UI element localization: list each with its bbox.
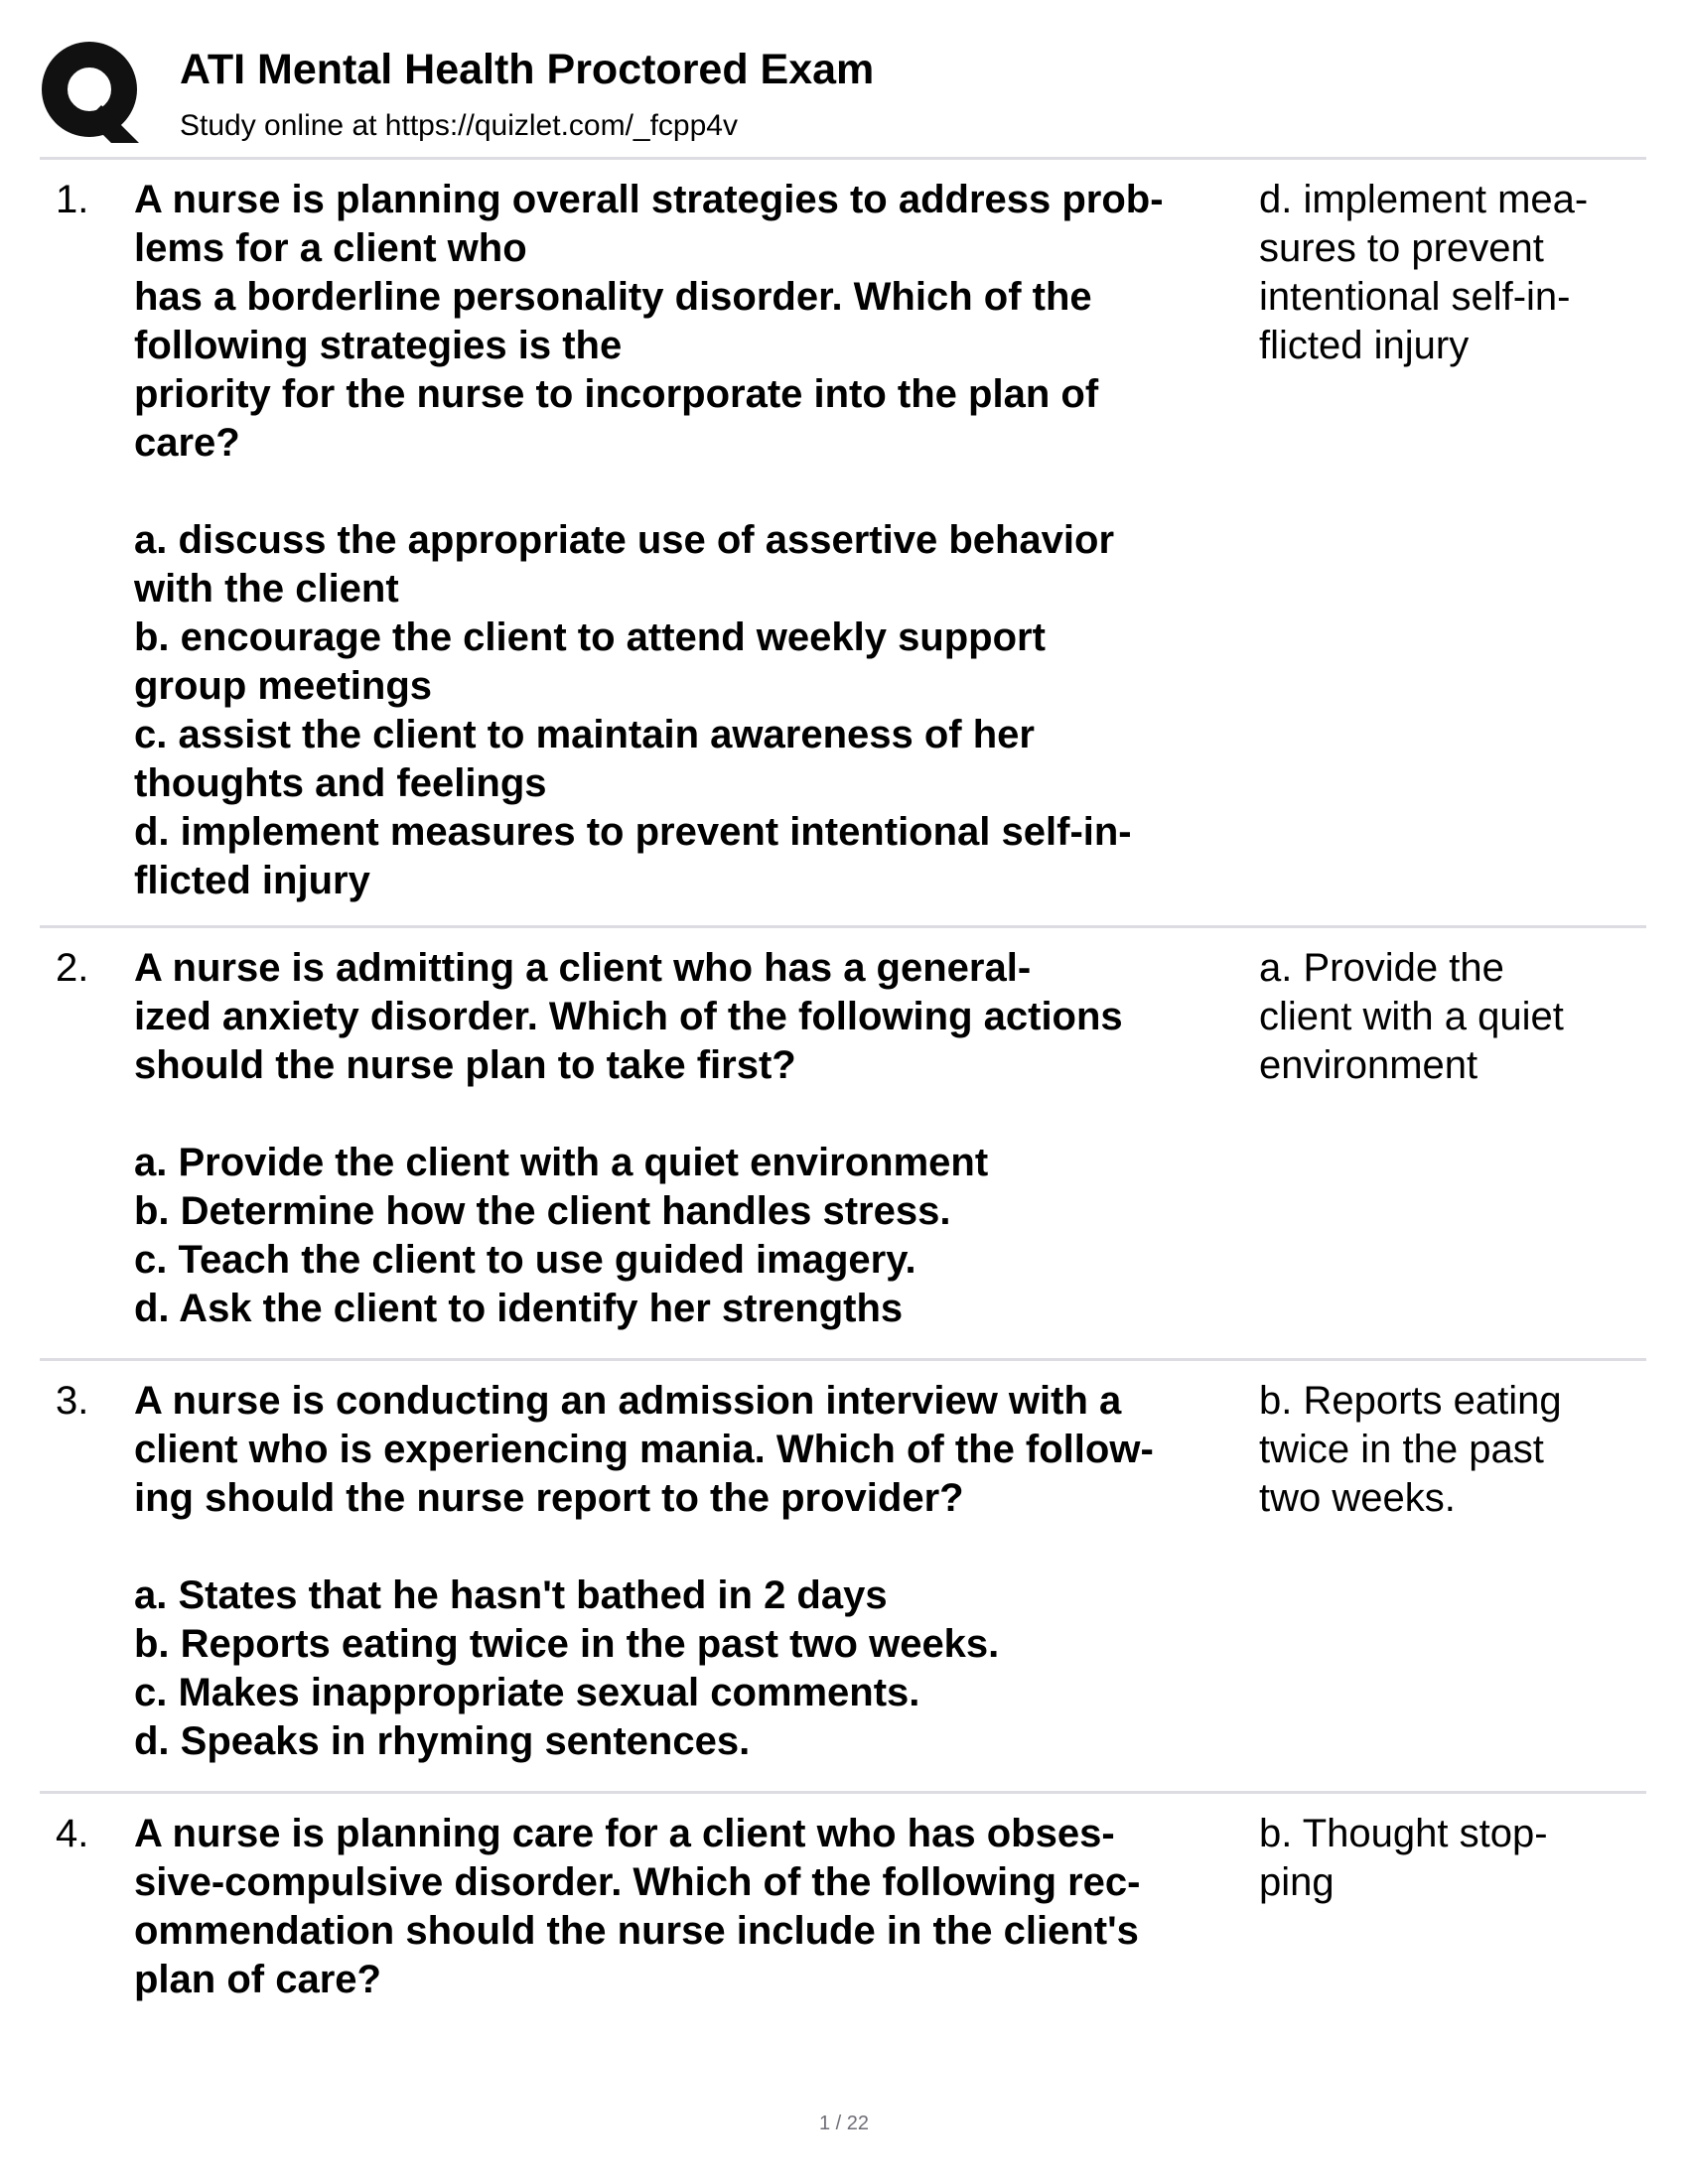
question-body — [134, 944, 1296, 1333]
option-line: flicted injury — [134, 859, 370, 902]
option-line: c. Teach the client to use guided imagery. — [134, 1238, 916, 1282]
option-line: thoughts and feelings — [134, 761, 547, 805]
answer-line: twice in the past — [1259, 1428, 1544, 1471]
answer-line: b. Reports eating — [1259, 1379, 1562, 1423]
question-number: 4. — [56, 1812, 89, 1855]
card-divider — [40, 1358, 1646, 1361]
option-line: d. Speaks in rhyming sentences. — [134, 1719, 751, 1763]
answer-text — [1259, 1810, 1641, 1907]
question-line: lems for a client who — [134, 226, 527, 270]
header-divider — [40, 157, 1646, 160]
option-line: b. Determine how the client handles stress. — [134, 1189, 951, 1233]
option-line: c. Makes inappropriate sexual comments. — [134, 1671, 920, 1714]
option-line: c. assist the client to maintain awareness of her — [134, 713, 1035, 756]
option-line: b. encourage the client to attend weekly support — [134, 615, 1046, 659]
answer-line: ping — [1259, 1860, 1335, 1904]
question-line: A nurse is planning overall strategies to address prob- — [134, 178, 1164, 221]
answer-line: flicted injury — [1259, 324, 1470, 367]
option-line: d. implement measures to prevent intentional self-in- — [134, 810, 1132, 854]
question-number: 3. — [56, 1379, 89, 1423]
answer-line: intentional self-in- — [1259, 275, 1571, 319]
option-line: group meetings — [134, 664, 433, 708]
document-source-link[interactable]: Study online at https://quizlet.com/_fcpp4v — [180, 109, 738, 142]
option-line: a. States that he hasn't bathed in 2 days — [134, 1573, 888, 1617]
spacer — [134, 1523, 1296, 1571]
question-line: ized anxiety disorder. Which of the following actions — [134, 995, 1123, 1038]
spacer — [134, 1090, 1296, 1139]
question-line: care? — [134, 421, 240, 465]
question-body — [134, 1810, 1296, 2004]
spacer — [134, 468, 1296, 516]
question-body — [134, 1377, 1296, 1766]
question-line: has a borderline personality disorder. Which of the — [134, 275, 1092, 319]
card-divider — [40, 925, 1646, 928]
question-line: following strategies is the — [134, 324, 623, 367]
question-line: A nurse is conducting an admission interview with a — [134, 1379, 1122, 1423]
question-body — [134, 176, 1296, 905]
answer-line: a. Provide the — [1259, 946, 1504, 990]
question-line: client who is experiencing mania. Which of the follow- — [134, 1428, 1154, 1471]
question-line: ommendation should the nurse include in the client's — [134, 1909, 1139, 1953]
answer-line: b. Thought stop- — [1259, 1812, 1548, 1855]
question-line: priority for the nurse to incorporate into the plan of — [134, 372, 1099, 416]
document-title: ATI Mental Health Proctored Exam — [180, 46, 875, 93]
answer-text — [1259, 1377, 1641, 1523]
option-line: a. Provide the client with a quiet environment — [134, 1141, 989, 1184]
option-line: a. discuss the appropriate use of assertive behavior — [134, 518, 1115, 562]
quizlet-logo-icon — [40, 40, 147, 147]
question-line: ing should the nurse report to the provider? — [134, 1476, 964, 1520]
option-line: b. Reports eating twice in the past two weeks. — [134, 1622, 1000, 1666]
question-line: should the nurse plan to take first? — [134, 1043, 796, 1087]
question-line: plan of care? — [134, 1958, 381, 2001]
option-line: d. Ask the client to identify her strengths — [134, 1287, 904, 1330]
answer-line: two weeks. — [1259, 1476, 1456, 1520]
answer-text — [1259, 176, 1641, 370]
question-line: A nurse is admitting a client who has a general- — [134, 946, 1032, 990]
answer-text — [1259, 944, 1641, 1090]
question-number: 2. — [56, 946, 89, 990]
question-number: 1. — [56, 178, 89, 221]
question-line: A nurse is planning care for a client who has obses- — [134, 1812, 1115, 1855]
option-line: with the client — [134, 567, 399, 611]
page-indicator: 1 / 22 — [818, 2113, 870, 2134]
answer-line: sures to prevent — [1259, 226, 1544, 270]
question-line: sive-compulsive disorder. Which of the following rec- — [134, 1860, 1141, 1904]
card-divider — [40, 1791, 1646, 1794]
answer-line: environment — [1259, 1043, 1478, 1087]
answer-line: d. implement mea- — [1259, 178, 1589, 221]
answer-line: client with a quiet — [1259, 995, 1564, 1038]
